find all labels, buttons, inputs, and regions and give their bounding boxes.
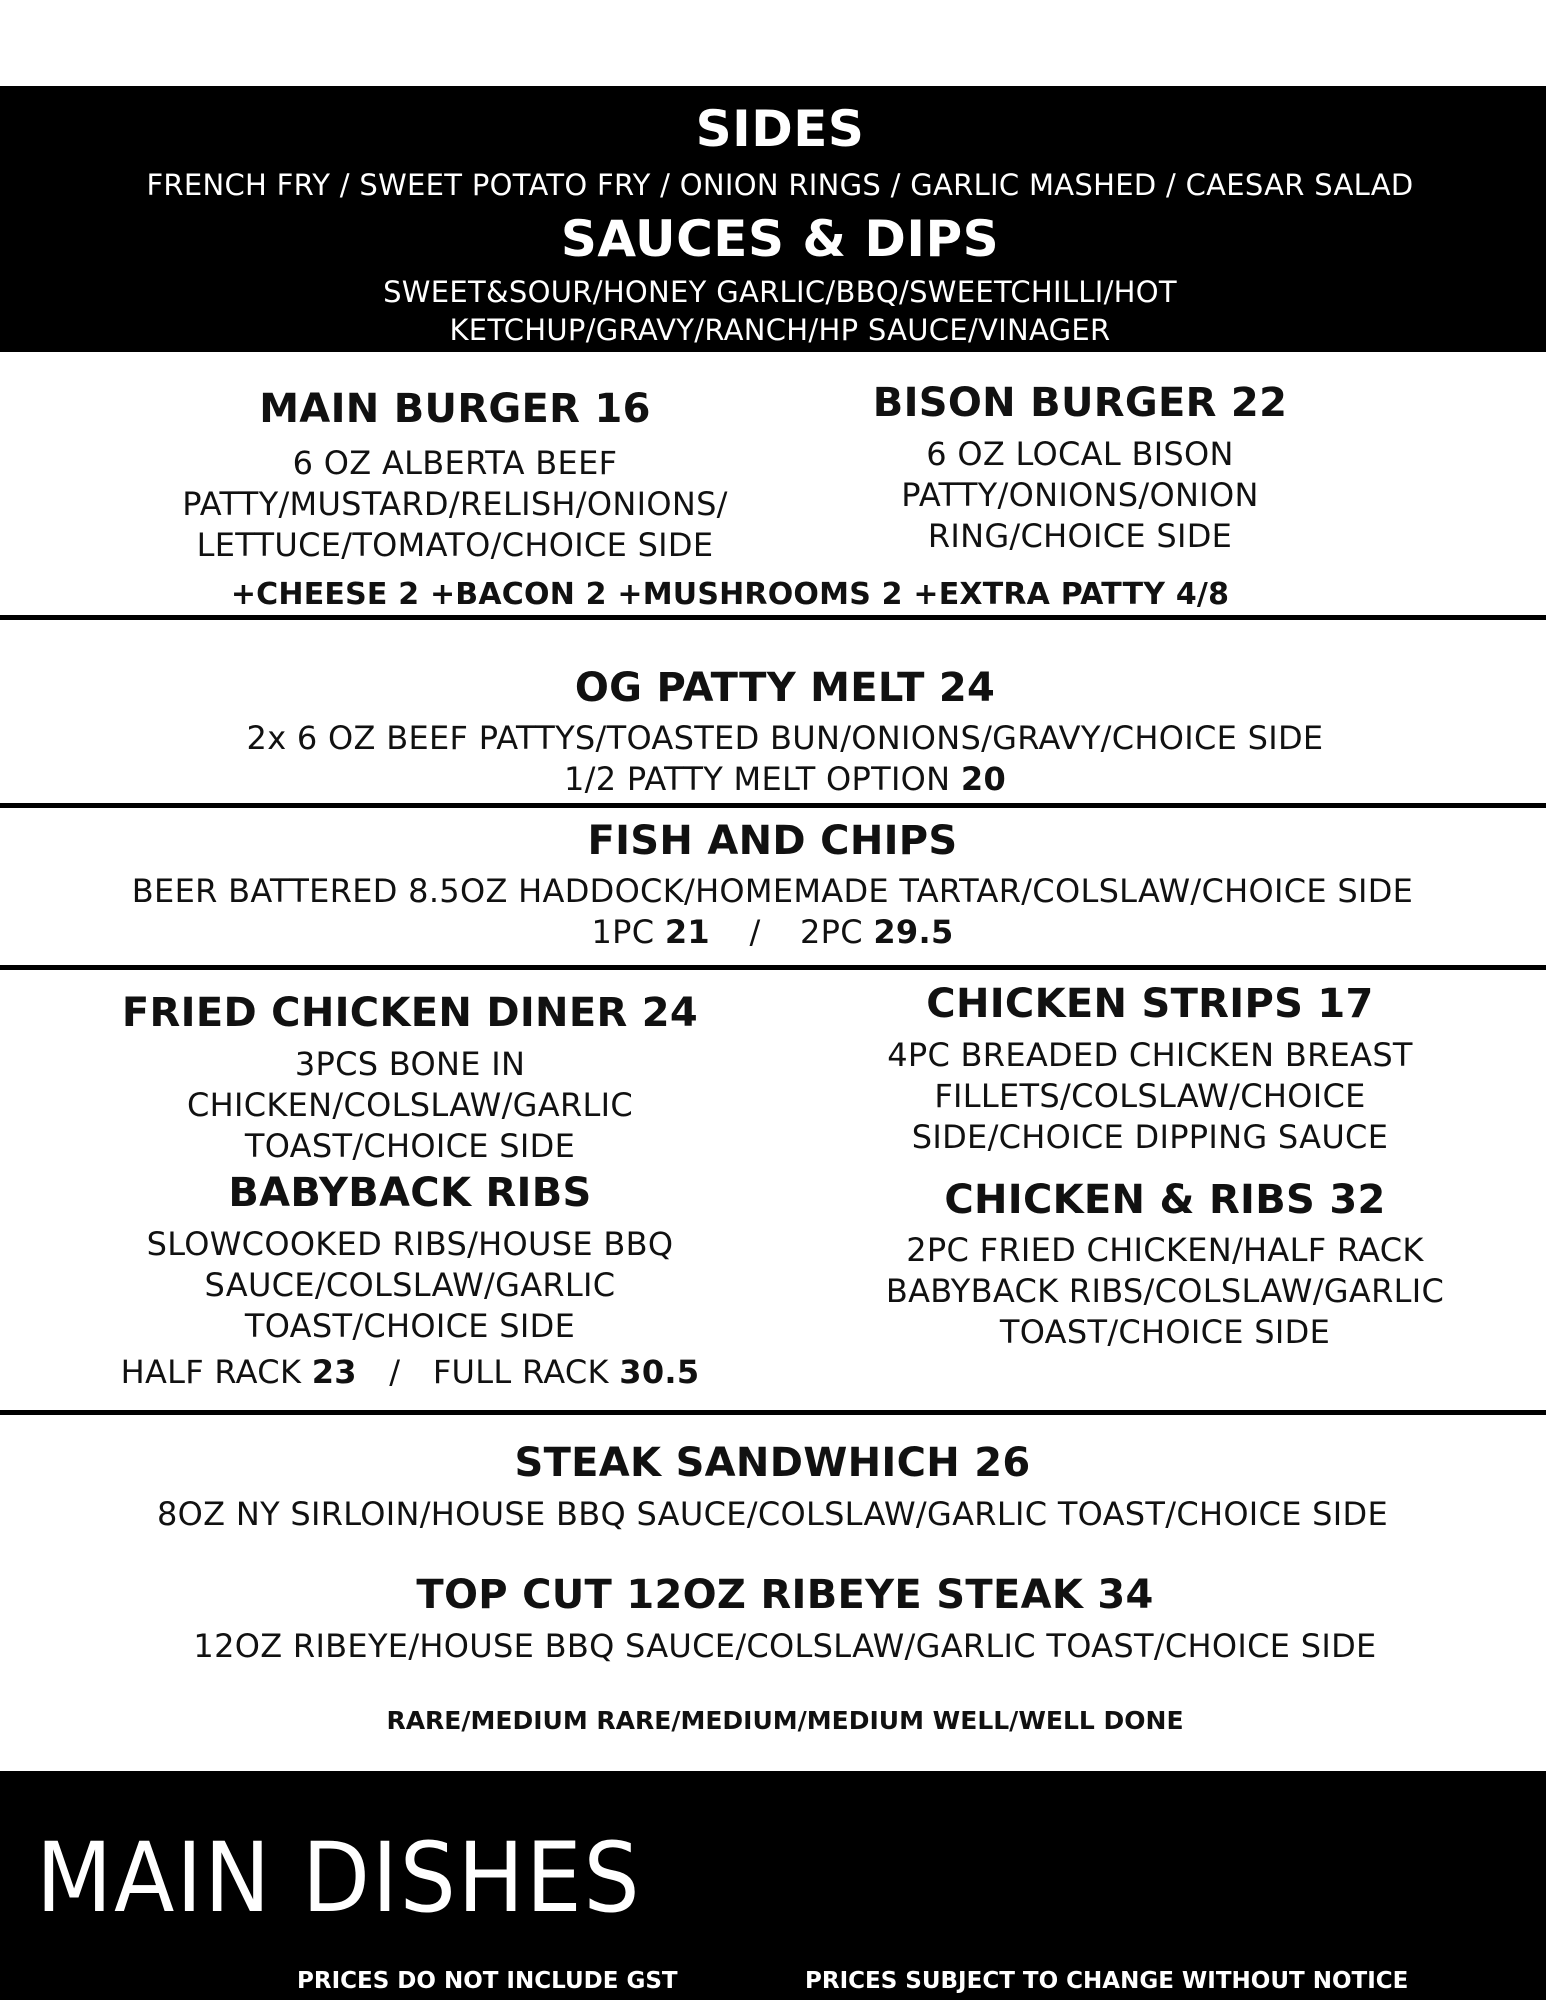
price-change-note: PRICES SUBJECT TO CHANGE WITHOUT NOTICE bbox=[805, 1968, 1409, 1994]
desc-line: LETTUCE/TOMATO/CHOICE SIDE bbox=[196, 526, 714, 564]
pc1-price: 21 bbox=[664, 913, 710, 951]
chicken-strips-desc bbox=[830, 1035, 1470, 1158]
bison-burger-desc bbox=[770, 434, 1390, 557]
main-dishes-heading: MAIN DISHES bbox=[36, 1822, 642, 1934]
main-burger-desc bbox=[150, 443, 760, 566]
full-rack-price: 30.5 bbox=[619, 1353, 700, 1391]
steak-sandwich-title: STEAK SANDWHICH 26 bbox=[514, 1440, 1031, 1486]
divider bbox=[0, 965, 1546, 970]
desc-line: SLOWCOOKED RIBS/HOUSE BBQ bbox=[146, 1225, 674, 1263]
chicken-ribs-desc bbox=[845, 1230, 1485, 1353]
desc-line: 4PC BREADED CHICKEN BREAST bbox=[887, 1036, 1413, 1074]
full-rack-label: FULL RACK bbox=[432, 1353, 620, 1391]
sides-heading: SIDES bbox=[695, 100, 865, 158]
sauces-heading: SAUCES & DIPS bbox=[560, 210, 1000, 268]
desc-line: CHICKEN/COLSLAW/GARLIC bbox=[186, 1086, 634, 1124]
chicken-strips-title: CHICKEN STRIPS 17 bbox=[926, 981, 1374, 1027]
sides-list: FRENCH FRY / SWEET POTATO FRY / ONION RINGS / GARLIC MASHED / CAESAR SALAD bbox=[146, 168, 1414, 202]
desc-line: TOAST/CHOICE SIDE bbox=[244, 1127, 576, 1165]
pc2-price: 29.5 bbox=[873, 913, 954, 951]
fish-chips-desc: BEER BATTERED 8.5OZ HADDOCK/HOMEMADE TARTAR/COLSLAW/CHOICE SIDE bbox=[131, 872, 1414, 910]
desc-line: RING/CHOICE SIDE bbox=[927, 517, 1233, 555]
bison-burger-title: BISON BURGER 22 bbox=[872, 380, 1288, 426]
desc-line: TOAST/CHOICE SIDE bbox=[244, 1307, 576, 1345]
pc1-label: 1PC bbox=[591, 913, 665, 951]
fried-chicken-title: FRIED CHICKEN DINER 24 bbox=[121, 990, 699, 1036]
price-separator: / bbox=[749, 913, 761, 951]
half-rack-label: HALF RACK bbox=[120, 1353, 312, 1391]
gst-note: PRICES DO NOT INCLUDE GST bbox=[297, 1968, 678, 1994]
desc-line: FILLETS/COLSLAW/CHOICE bbox=[934, 1077, 1366, 1115]
desc-line: SIDE/CHOICE DIPPING SAUCE bbox=[911, 1118, 1389, 1156]
burger-addons: +CHEESE 2 +BACON 2 +MUSHROOMS 2 +EXTRA PATTY 4/8 bbox=[230, 577, 1230, 612]
babyback-ribs-desc bbox=[100, 1224, 720, 1347]
main-burger-title: MAIN BURGER 16 bbox=[259, 386, 651, 432]
half-rack-price: 23 bbox=[311, 1353, 357, 1391]
patty-melt-desc: 2x 6 OZ BEEF PATTYS/TOASTED BUN/ONIONS/GRAVY/CHOICE SIDE bbox=[246, 719, 1324, 757]
ribeye-desc: 12OZ RIBEYE/HOUSE BBQ SAUCE/COLSLAW/GARLIC TOAST/CHOICE SIDE bbox=[193, 1627, 1377, 1665]
price-separator: / bbox=[389, 1353, 401, 1391]
patty-melt-title: OG PATTY MELT 24 bbox=[574, 665, 996, 711]
desc-line: 6 OZ ALBERTA BEEF bbox=[292, 444, 618, 482]
option-price: 20 bbox=[960, 760, 1007, 798]
sauces-line-2: KETCHUP/GRAVY/RANCH/HP SAUCE/VINAGER bbox=[449, 313, 1111, 347]
fried-chicken-desc bbox=[100, 1044, 720, 1167]
pc2-label: 2PC bbox=[799, 913, 874, 951]
fish-chips-title: FISH AND CHIPS bbox=[587, 818, 958, 864]
chicken-ribs-title: CHICKEN & RIBS 32 bbox=[944, 1177, 1386, 1223]
divider bbox=[0, 803, 1546, 808]
divider bbox=[0, 615, 1546, 620]
ribeye-title: TOP CUT 12OZ RIBEYE STEAK 34 bbox=[416, 1572, 1154, 1618]
desc-line: PATTY/ONIONS/ONION bbox=[901, 476, 1259, 514]
patty-melt-option bbox=[0, 759, 1546, 800]
sauces-line-1: SWEET&SOUR/HONEY GARLIC/BBQ/SWEETCHILLI/HOT bbox=[383, 275, 1177, 309]
babyback-ribs-title: BABYBACK RIBS bbox=[228, 1170, 592, 1216]
ribs-prices bbox=[100, 1352, 720, 1393]
desc-line: BABYBACK RIBS/COLSLAW/GARLIC bbox=[885, 1272, 1445, 1310]
desc-line: 6 OZ LOCAL BISON bbox=[926, 435, 1234, 473]
desc-line: SAUCE/COLSLAW/GARLIC bbox=[204, 1266, 616, 1304]
steak-sandwich-desc: 8OZ NY SIRLOIN/HOUSE BBQ SAUCE/COLSLAW/GARLIC TOAST/CHOICE SIDE bbox=[157, 1495, 1388, 1533]
desc-line: 2PC FRIED CHICKEN/HALF RACK bbox=[906, 1231, 1424, 1269]
desc-line: 3PCS BONE IN bbox=[294, 1045, 526, 1083]
option-label: 1/2 PATTY MELT OPTION bbox=[563, 760, 961, 798]
desc-line: TOAST/CHOICE SIDE bbox=[999, 1313, 1331, 1351]
fish-chips-prices bbox=[0, 912, 1545, 953]
doneness-options: RARE/MEDIUM RARE/MEDIUM/MEDIUM WELL/WELL DONE bbox=[386, 1706, 1184, 1735]
desc-line: PATTY/MUSTARD/RELISH/ONIONS/ bbox=[182, 485, 728, 523]
divider bbox=[0, 1410, 1546, 1415]
